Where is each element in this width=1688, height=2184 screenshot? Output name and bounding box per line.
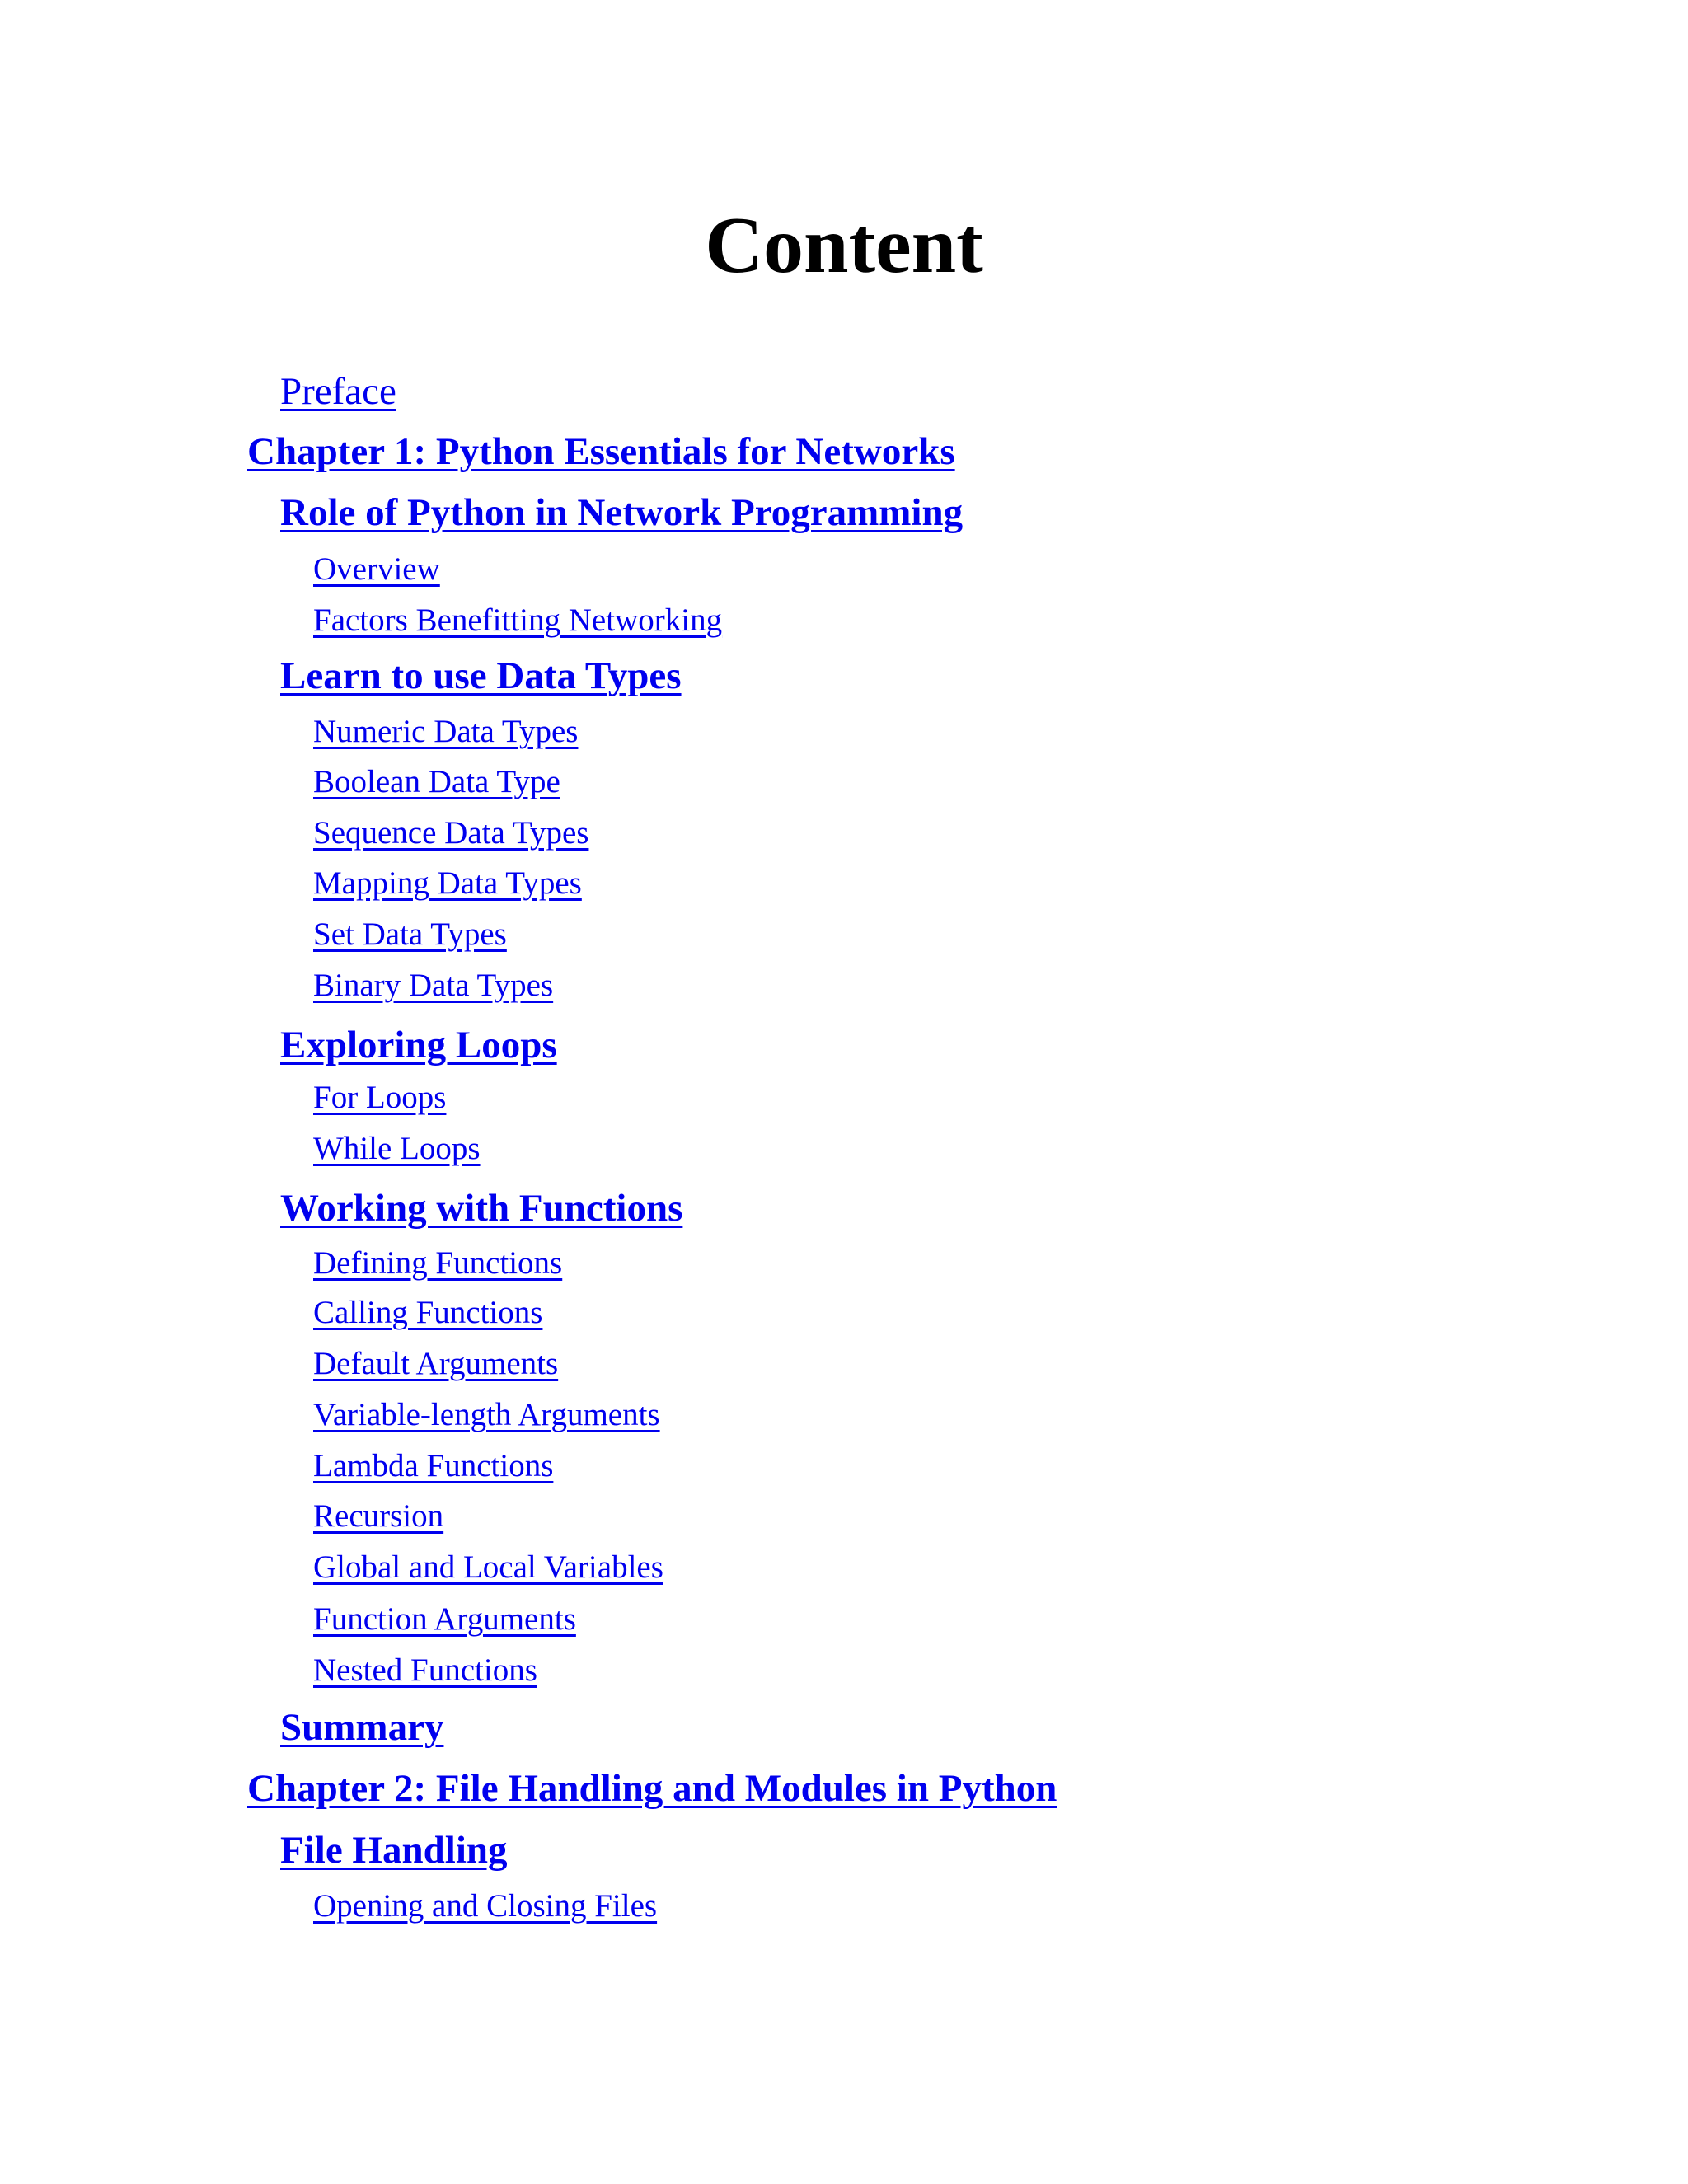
toc-link-lambda-functions[interactable]: Lambda Functions <box>313 1448 554 1483</box>
toc-link-defining-functions[interactable]: Defining Functions <box>313 1245 563 1281</box>
toc-link-for-loops[interactable]: For Loops <box>313 1080 447 1115</box>
toc-link-nested-functions[interactable]: Nested Functions <box>313 1652 537 1688</box>
toc-link-data-types[interactable]: Learn to use Data Types <box>280 654 682 697</box>
toc-link-role-of-python[interactable]: Role of Python in Network Programming <box>280 491 964 534</box>
toc-link-variable-length-arguments[interactable]: Variable-length Arguments <box>313 1397 660 1432</box>
page-title: Content <box>705 201 983 290</box>
toc-link-set-data-types[interactable]: Set Data Types <box>313 916 507 952</box>
toc-link-factors-benefitting-networking[interactable]: Factors Benefitting Networking <box>313 602 723 638</box>
toc-link-recursion[interactable]: Recursion <box>313 1498 444 1534</box>
toc-link-function-arguments[interactable]: Function Arguments <box>313 1601 576 1637</box>
toc-link-binary-data-types[interactable]: Binary Data Types <box>313 968 554 1003</box>
toc-link-file-handling[interactable]: File Handling <box>280 1829 508 1872</box>
toc-link-sequence-data-types[interactable]: Sequence Data Types <box>313 815 589 851</box>
toc-link-global-and-local-variables[interactable]: Global and Local Variables <box>313 1549 663 1585</box>
toc-link-boolean-data-type[interactable]: Boolean Data Type <box>313 764 560 799</box>
toc-link-mapping-data-types[interactable]: Mapping Data Types <box>313 865 582 901</box>
toc-link-preface[interactable]: Preface <box>280 370 396 413</box>
toc-link-chapter-1[interactable]: Chapter 1: Python Essentials for Networks <box>247 430 955 473</box>
toc-link-overview[interactable]: Overview <box>313 551 440 587</box>
toc-link-chapter-2[interactable]: Chapter 2: File Handling and Modules in Python <box>247 1767 1057 1810</box>
toc-link-exploring-loops[interactable]: Exploring Loops <box>280 1024 557 1066</box>
toc-link-summary[interactable]: Summary <box>280 1706 444 1749</box>
toc-link-default-arguments[interactable]: Default Arguments <box>313 1346 559 1381</box>
toc-link-calling-functions[interactable]: Calling Functions <box>313 1295 543 1330</box>
toc-link-while-loops[interactable]: While Loops <box>313 1131 481 1166</box>
toc-link-opening-and-closing-files[interactable]: Opening and Closing Files <box>313 1888 658 1924</box>
toc-link-working-with-functions[interactable]: Working with Functions <box>280 1187 683 1230</box>
toc-link-numeric-data-types[interactable]: Numeric Data Types <box>313 714 579 749</box>
